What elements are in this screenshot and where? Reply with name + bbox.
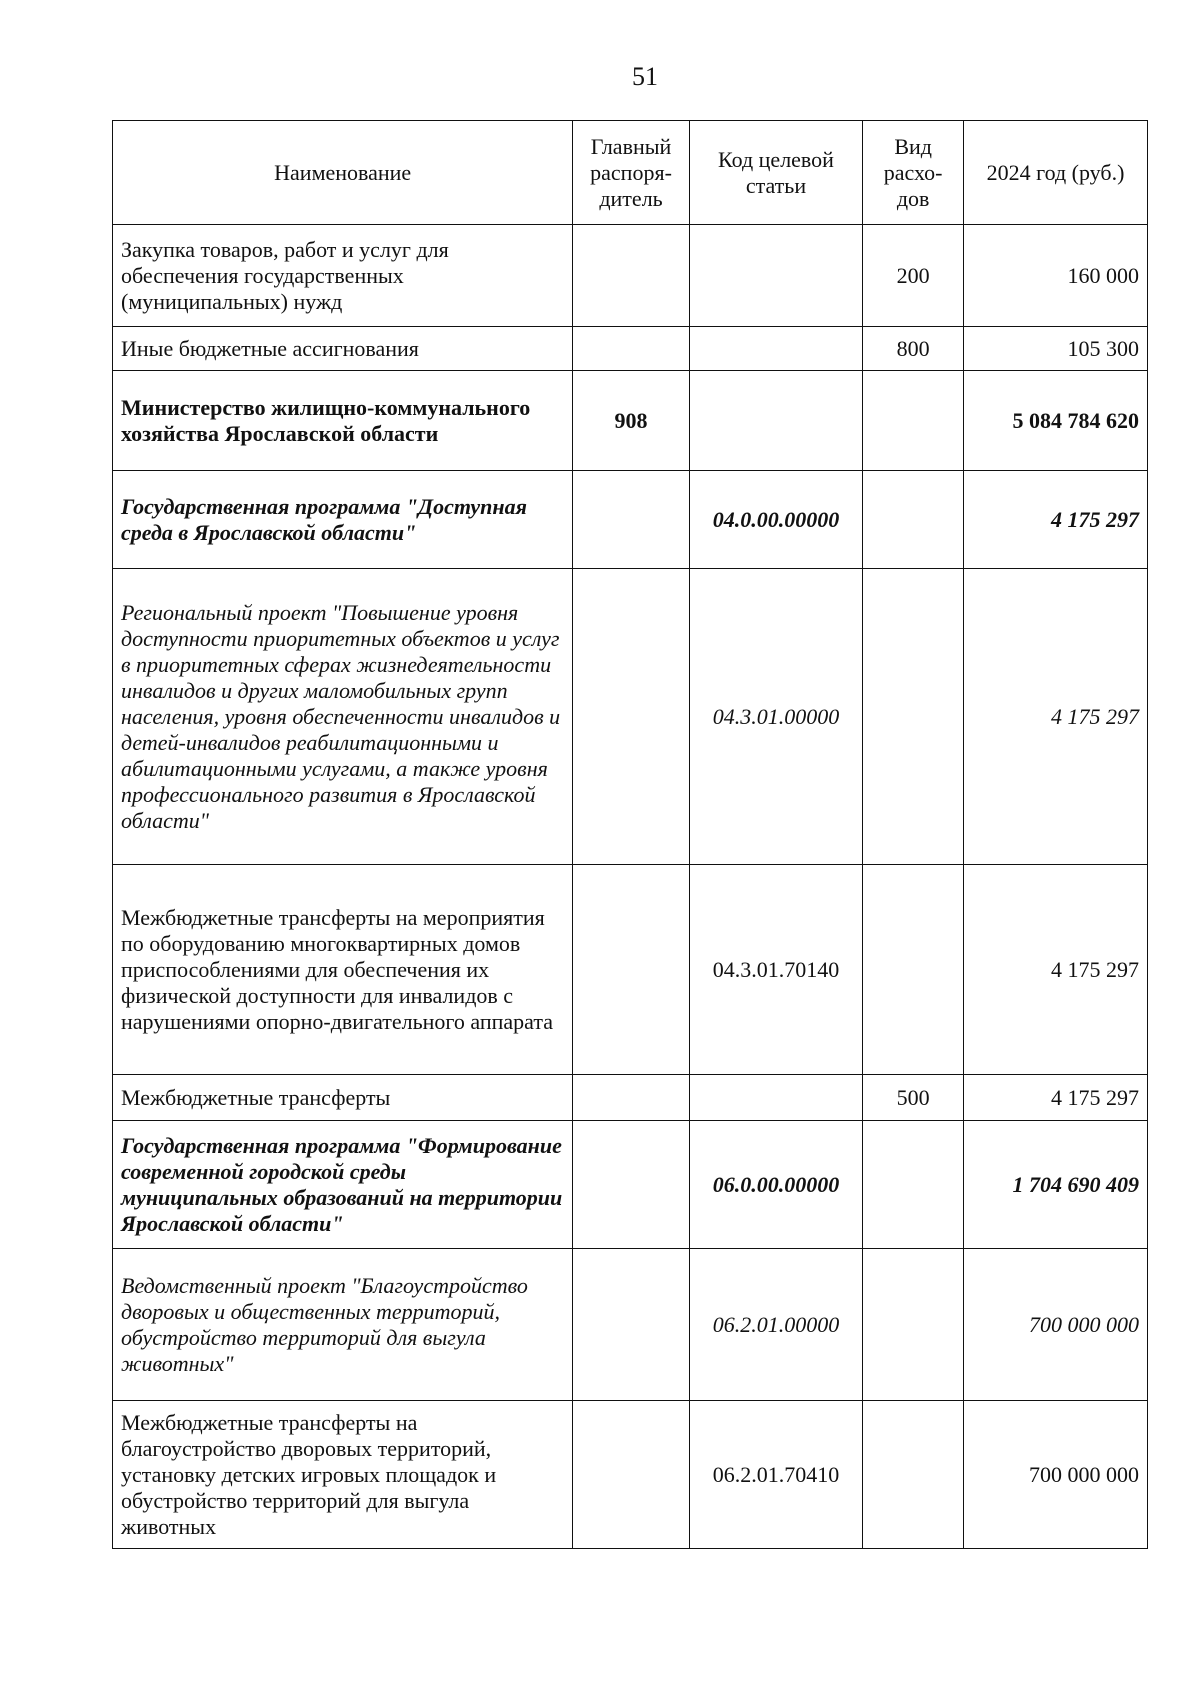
cell-amount: 105 300 [964,327,1148,371]
table-row [113,1121,1148,1249]
cell-code [689,1075,863,1121]
table-row [113,225,1148,327]
header-manager: Главный распоря-дитель [573,121,689,225]
cell-name: Региональный проект "Повышение уровня доступности приоритетных объектов и услуг в приоритетных сферах жизнедеятельности инвалидов и других маломобильных групп населения, уровня обеспеченности инвалидов и детей-инвалидов реабилитационными и абилитационными услугами, а также уровня профессионального развития в Ярославской области" [113,569,573,865]
cell-amount: 4 175 297 [964,569,1148,865]
cell-type [863,1121,964,1249]
header-name: Наименование [113,121,573,225]
cell-type [863,1401,964,1549]
cell-type: 500 [863,1075,964,1121]
cell-manager [573,471,689,569]
table-row [113,1401,1148,1549]
table-header-row [113,121,1148,225]
cell-name: Государственная программа "Доступная среда в Ярославской области" [113,471,573,569]
cell-code: 06.0.00.00000 [689,1121,863,1249]
cell-manager [573,327,689,371]
header-type: Вид расхо-дов [863,121,964,225]
cell-manager [573,1401,689,1549]
cell-name: Межбюджетные трансферты на благоустройство дворовых территорий, установку детских игровых площадок и обустройство территорий для выгула животных [113,1401,573,1549]
cell-amount: 700 000 000 [964,1401,1148,1549]
cell-type: 200 [863,225,964,327]
cell-name: Ведомственный проект "Благоустройство дворовых и общественных территорий, обустройство территорий для выгула животных" [113,1249,573,1401]
cell-amount: 1 704 690 409 [964,1121,1148,1249]
table-row [113,327,1148,371]
cell-type [863,471,964,569]
header-code: Код целевой статьи [689,121,863,225]
header-amount: 2024 год (руб.) [964,121,1148,225]
cell-amount: 4 175 297 [964,1075,1148,1121]
table-row [113,471,1148,569]
cell-type [863,371,964,471]
cell-amount: 4 175 297 [964,471,1148,569]
cell-amount: 5 084 784 620 [964,371,1148,471]
cell-code: 06.2.01.00000 [689,1249,863,1401]
table-row [113,1249,1148,1401]
cell-type [863,1249,964,1401]
cell-manager [573,865,689,1075]
table-row [113,569,1148,865]
cell-code [689,225,863,327]
cell-code: 04.3.01.00000 [689,569,863,865]
cell-amount: 700 000 000 [964,1249,1148,1401]
table-row [113,1075,1148,1121]
table-body [113,225,1148,1549]
table-row [113,865,1148,1075]
cell-manager [573,1075,689,1121]
cell-name: Иные бюджетные ассигнования [113,327,573,371]
cell-manager [573,1121,689,1249]
budget-table [112,120,1148,1549]
cell-code: 06.2.01.70410 [689,1401,863,1549]
cell-type: 800 [863,327,964,371]
cell-manager: 908 [573,371,689,471]
cell-manager [573,225,689,327]
cell-code [689,327,863,371]
cell-type [863,569,964,865]
cell-name: Межбюджетные трансферты на мероприятия по оборудованию многоквартирных домов приспособлениями для обеспечения их физической доступности для инвалидов с нарушениями опорно-двигательного аппарата [113,865,573,1075]
cell-name: Закупка товаров, работ и услуг для обеспечения государственных (муниципальных) нужд [113,225,573,327]
cell-amount: 4 175 297 [964,865,1148,1075]
cell-code: 04.0.00.00000 [689,471,863,569]
cell-type [863,865,964,1075]
cell-name: Межбюджетные трансферты [113,1075,573,1121]
cell-amount: 160 000 [964,225,1148,327]
cell-code [689,371,863,471]
cell-name: Государственная программа "Формирование современной городской среды муниципальных образований на территории Ярославской области" [113,1121,573,1249]
cell-name: Министерство жилищно-коммунального хозяйства Ярославской области [113,371,573,471]
page-number: 51 [632,62,658,91]
table-row [113,371,1148,471]
cell-code: 04.3.01.70140 [689,865,863,1075]
cell-manager [573,569,689,865]
cell-manager [573,1249,689,1401]
